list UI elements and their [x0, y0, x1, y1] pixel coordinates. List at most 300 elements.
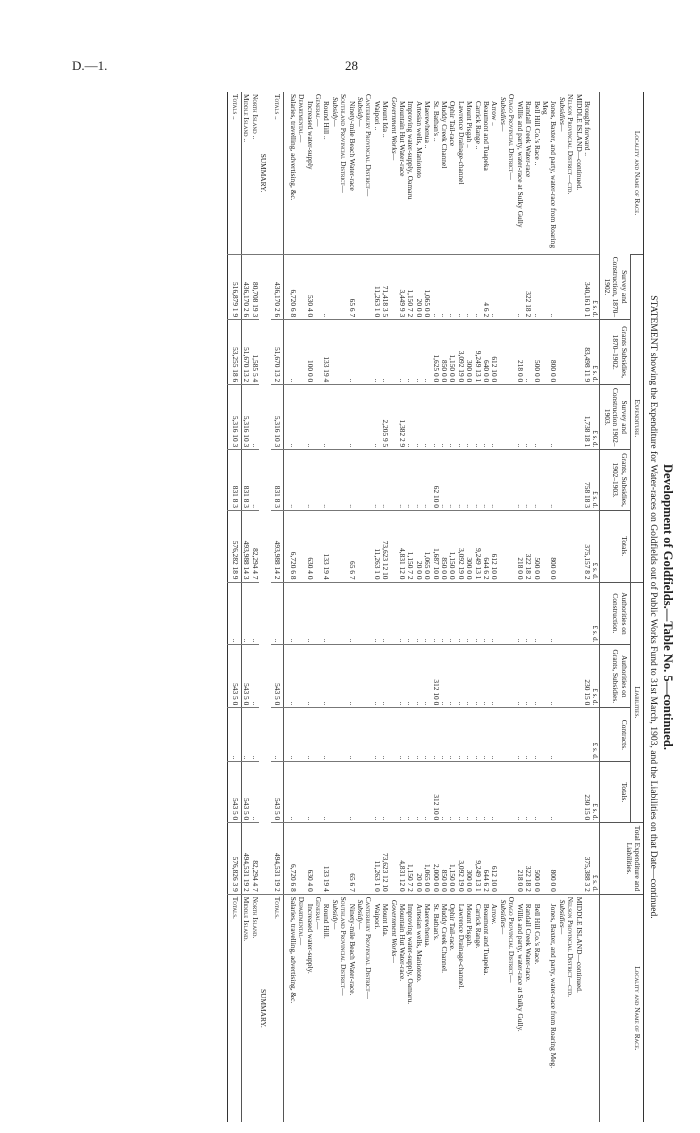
amount-cell: ..	[347, 450, 355, 511]
row-locality-right: Round Hill.	[322, 894, 330, 1122]
amount-cell	[297, 708, 305, 762]
amount-cell: ..	[490, 255, 498, 320]
unit-cell: £ s. d.	[591, 320, 600, 385]
amount-cell	[557, 708, 565, 762]
row-locality: Middle Island ..	[242, 94, 252, 143]
amount-cell: 3,092 19 0	[456, 823, 464, 895]
amount-cell: 758 18 3	[583, 450, 591, 511]
amount-cell: ..	[381, 762, 389, 823]
amount-cell: 493,988 14 3	[241, 510, 250, 582]
amount-cell	[557, 385, 565, 450]
amount-cell: 1,150 7 2	[406, 823, 414, 895]
amount-cell: ..	[372, 708, 380, 762]
units-spacer	[591, 894, 600, 1122]
amount-cell	[356, 510, 364, 582]
amount-cell: 82,294 4 7	[250, 510, 258, 582]
amount-cell	[364, 320, 372, 385]
amount-cell: 218 0 0	[515, 320, 523, 385]
amount-cell: ..	[414, 385, 422, 450]
totals-header: Totals.	[600, 510, 630, 582]
amount-cell: 71,418 3 5	[381, 255, 389, 320]
amount-cell: ..	[406, 385, 414, 450]
amount-cell: ..	[284, 450, 297, 511]
amount-cell: ..	[541, 385, 558, 450]
amount-cell: ..	[398, 708, 406, 762]
table-row	[297, 92, 305, 1122]
amount-cell: ..	[456, 645, 464, 708]
amount-cell: ..	[406, 450, 414, 511]
amount-cell	[507, 582, 515, 645]
row-locality-right: Subsidies—	[499, 894, 507, 1122]
amount-cell: 543 5 0	[228, 645, 241, 708]
amount-cell: 494,531 19 2	[271, 823, 284, 895]
amount-cell: ..	[322, 582, 330, 645]
amount-cell: 1,150 0 0	[448, 320, 456, 385]
liabilities-group-header: Liabilities.	[630, 582, 643, 823]
amount-cell	[499, 320, 507, 385]
amount-cell: 640 0 0	[482, 320, 490, 385]
row-locality-right: Artesian wells, Maniototo.	[414, 894, 422, 1122]
row-locality-right: Increased water-supply.	[305, 894, 313, 1122]
row-locality: Totals ..	[228, 92, 241, 255]
amount-cell: ..	[524, 320, 532, 385]
amount-cell: ..	[515, 708, 523, 762]
amount-cell: ..	[440, 385, 448, 450]
amount-cell	[330, 255, 338, 320]
amount-cell: 516,879 1 9	[228, 255, 241, 320]
amount-cell	[339, 823, 347, 895]
amount-cell	[583, 582, 591, 645]
amount-cell	[330, 450, 338, 511]
amount-cell: ..	[398, 450, 406, 511]
table-row	[414, 92, 422, 1122]
amount-cell	[314, 255, 322, 320]
amount-cell	[557, 645, 565, 708]
table-row	[541, 92, 558, 1122]
row-locality: Willis and party, water-race at Sulky Gully	[515, 101, 525, 228]
amount-cell: 340,161 0 1	[583, 255, 591, 320]
row-locality: Southland Provincial District—	[339, 94, 349, 193]
total-exp-liab-header: Total Expenditure and Liabilities.	[600, 823, 644, 895]
amount-cell: 2,000 0 0	[431, 823, 439, 895]
amount-cell: 4,831 12 0	[398, 510, 406, 582]
row-locality-right: Canterbury Provincial District—	[364, 894, 372, 1122]
row-locality: Salaries, travelling, advertising, &c.	[288, 94, 298, 201]
amount-cell	[314, 645, 322, 708]
amount-cell: ..	[456, 255, 464, 320]
table-row	[330, 92, 338, 1122]
amount-cell: ..	[381, 450, 389, 511]
amount-cell	[330, 320, 338, 385]
table-row	[583, 92, 591, 1122]
amount-cell: ..	[347, 385, 355, 450]
row-locality-right: Otago Provincial District—	[507, 894, 515, 1122]
amount-cell	[356, 582, 364, 645]
amount-cell	[356, 762, 364, 823]
amount-cell	[314, 320, 322, 385]
amount-cell: 612 10 0	[490, 320, 498, 385]
amount-cell: 5,316 10 3	[241, 385, 250, 450]
amount-cell: ..	[250, 708, 258, 762]
amount-cell: ..	[524, 708, 532, 762]
amount-cell: ..	[465, 762, 473, 823]
table-row	[566, 92, 574, 1122]
amount-cell: ..	[414, 320, 422, 385]
amount-cell: ..	[440, 762, 448, 823]
amount-cell: ..	[250, 385, 258, 450]
amount-cell: 65 6 7	[347, 510, 355, 582]
amount-cell	[566, 582, 574, 645]
amount-cell: 9,249 13 1	[473, 823, 481, 895]
amount-cell: ..	[440, 708, 448, 762]
row-locality-right: Jones, Baxter, and party, water-race from Roaring Meg.	[541, 894, 558, 1122]
amount-cell	[330, 708, 338, 762]
amount-cell	[507, 385, 515, 450]
amount-cell: 2,205 9 5	[381, 385, 389, 450]
amount-cell	[499, 582, 507, 645]
table-row	[499, 92, 507, 1122]
amount-cell: 6,720 6 8	[284, 823, 297, 895]
row-locality: Randall Creek Water-race	[524, 101, 534, 178]
amount-cell: 133 19 4	[322, 320, 330, 385]
amount-cell: 644 6 2	[482, 823, 490, 895]
amount-cell: 312 10 0	[431, 762, 439, 823]
row-locality: Arrow ..	[490, 101, 500, 126]
amount-cell: 11,263 1 0	[372, 823, 380, 895]
auth-grants-header: Authorities on Grants, Subsidies.	[600, 645, 630, 708]
amount-cell	[574, 510, 582, 582]
amount-cell	[507, 510, 515, 582]
table-row	[515, 92, 523, 1122]
row-locality-right: Maerewhenua.	[423, 894, 431, 1122]
amount-cell: ..	[541, 708, 558, 762]
amount-cell: ..	[250, 582, 258, 645]
amount-cell: ..	[541, 582, 558, 645]
amount-cell	[574, 385, 582, 450]
amount-cell: ..	[482, 450, 490, 511]
amount-cell	[507, 255, 515, 320]
amount-cell: 20 0 0	[414, 510, 422, 582]
amount-cell: ..	[423, 385, 431, 450]
row-locality-right: Mount Pisgah.	[465, 894, 473, 1122]
amount-cell: 1,065 0 0	[423, 510, 431, 582]
amount-cell: ..	[322, 645, 330, 708]
amount-cell	[507, 823, 515, 895]
amount-cell: ..	[532, 645, 540, 708]
amount-cell	[314, 582, 322, 645]
amount-cell	[339, 385, 347, 450]
table-row	[406, 92, 414, 1122]
amount-cell	[339, 582, 347, 645]
unit-cell: £ s. d.	[591, 708, 600, 762]
amount-cell: ..	[524, 385, 532, 450]
amount-cell	[499, 510, 507, 582]
amount-cell: 20 0 0	[414, 823, 422, 895]
amount-cell: 543 5 0	[241, 645, 250, 708]
amount-cell: ..	[482, 582, 490, 645]
amount-cell	[389, 582, 397, 645]
amount-cell	[389, 762, 397, 823]
row-locality-right: Government Works—	[389, 894, 397, 1122]
amount-cell: 800 0 0	[541, 320, 558, 385]
amount-cell	[356, 823, 364, 895]
amount-cell: ..	[482, 385, 490, 450]
row-locality: Brought forward ..	[582, 101, 592, 157]
amount-cell: ..	[284, 645, 297, 708]
amount-cell	[574, 708, 582, 762]
amount-cell: ..	[284, 708, 297, 762]
amount-cell	[364, 582, 372, 645]
table-row	[364, 92, 372, 1122]
amount-cell: 3,092 19 0	[456, 320, 464, 385]
amount-cell	[339, 450, 347, 511]
amount-cell: ..	[440, 582, 448, 645]
units-row	[591, 92, 600, 1122]
amount-cell: 1,065 0 0	[423, 255, 431, 320]
amount-cell: ..	[398, 320, 406, 385]
amount-cell: 65 6 7	[347, 255, 355, 320]
amount-cell	[297, 510, 305, 582]
amount-cell: ..	[473, 762, 481, 823]
unit-cell: £ s. d.	[591, 645, 600, 708]
amount-cell: 800 0 0	[541, 823, 558, 895]
row-locality-right: Subsidy—	[356, 894, 364, 1122]
survey-0203-header: Survey and Construction 1902–1903.	[600, 385, 630, 450]
amount-cell: ..	[322, 708, 330, 762]
row-locality: Jones, Baxter, and party, water-race from Roaring Meg	[540, 101, 559, 249]
table-row	[490, 92, 498, 1122]
amount-cell: ..	[532, 708, 540, 762]
grants-header: Grants Subsidies, 1870–1902.	[600, 320, 630, 385]
table-row	[448, 92, 456, 1122]
amount-cell	[330, 510, 338, 582]
row-locality: Subsidies—	[557, 97, 567, 132]
survey-header: Survey and Construction, 1870–1902.	[600, 255, 630, 320]
row-locality: Subsidy—	[356, 97, 365, 127]
amount-cell: 230 15 0	[583, 645, 591, 708]
amount-cell: ..	[305, 762, 313, 823]
amount-cell: 6,720 6 8	[284, 255, 297, 320]
table-row	[314, 92, 322, 1122]
amount-cell	[507, 450, 515, 511]
amount-cell: 375,388 3 2	[583, 823, 591, 895]
row-locality-right: Lawrence Drainage-channel.	[456, 894, 464, 1122]
row-locality: Ninety-mile Beach Water-race	[347, 101, 357, 191]
row-locality: Carrick Range ..	[473, 101, 483, 150]
amount-cell: 1,065 0 0	[423, 823, 431, 895]
amount-cell: ..	[532, 762, 540, 823]
amount-cell: ..	[284, 385, 297, 450]
amount-cell: ..	[271, 582, 284, 645]
amount-cell: 51,670 13 2	[241, 320, 250, 385]
amount-cell: ..	[515, 645, 523, 708]
amount-cell: 83,498 11 9	[583, 320, 591, 385]
amount-cell: ..	[431, 255, 439, 320]
amount-cell	[499, 762, 507, 823]
row-locality-right: Mountain Hut Water-race.	[398, 894, 406, 1122]
amount-cell: 543 5 0	[271, 762, 284, 823]
amount-cell: 375,157 8 2	[583, 510, 591, 582]
amount-cell: ..	[347, 762, 355, 823]
row-locality: Mount Pisgah ..	[465, 101, 475, 148]
amount-cell: ..	[414, 645, 422, 708]
amount-cell: 1,585 5 4	[250, 320, 258, 385]
amount-cell	[566, 450, 574, 511]
amount-cell: ..	[515, 385, 523, 450]
amount-cell: ..	[381, 582, 389, 645]
amount-cell: 1,150 0 0	[448, 510, 456, 582]
amount-cell: ..	[398, 582, 406, 645]
amount-cell: 576,826 3 9	[228, 823, 241, 895]
amount-cell: ..	[473, 582, 481, 645]
amount-cell: ..	[250, 762, 258, 823]
summary-title-row	[259, 92, 271, 1122]
amount-cell: 53,255 18 6	[228, 320, 241, 385]
table-row	[381, 92, 389, 1122]
amount-cell	[339, 510, 347, 582]
amount-cell: 4 6 2	[482, 255, 490, 320]
amount-cell: ..	[490, 582, 498, 645]
amount-cell	[330, 823, 338, 895]
amount-cell: ..	[473, 385, 481, 450]
amount-cell	[566, 762, 574, 823]
table-row	[322, 92, 330, 1122]
row-locality: Bell Hill Co.'s Race ..	[532, 101, 542, 166]
amount-cell	[364, 823, 372, 895]
row-locality-right: Randall Creek Water-race.	[524, 894, 532, 1122]
amount-cell: ..	[305, 708, 313, 762]
unit-cell: £ s. d.	[591, 510, 600, 582]
amount-cell: ..	[490, 762, 498, 823]
amount-cell	[364, 255, 372, 320]
amount-cell: 9,249 13 1	[473, 320, 481, 385]
amount-cell: 82,294 4 7	[250, 823, 258, 895]
row-locality: Nelson Provincial District—ctd.	[566, 94, 576, 195]
unit-cell: £ s. d.	[591, 450, 600, 511]
amount-cell: 1,382 2 9	[398, 385, 406, 450]
amount-cell	[314, 385, 322, 450]
amount-cell: ..	[515, 762, 523, 823]
amount-cell: 500 0 0	[532, 320, 540, 385]
amount-cell: ..	[423, 708, 431, 762]
amount-cell	[297, 385, 305, 450]
table-row	[347, 92, 355, 1122]
row-locality: MIDDLE ISLAND—continued.	[574, 94, 584, 191]
amount-cell: 831 8 3	[241, 450, 250, 511]
amount-cell: 80,708 19 3	[250, 255, 258, 320]
table-row	[574, 92, 582, 1122]
amount-cell: 51,670 13 2	[271, 320, 284, 385]
amount-cell: ..	[423, 645, 431, 708]
row-locality: Muddy Creek Channel	[440, 101, 450, 169]
amount-cell: ..	[456, 762, 464, 823]
amount-cell	[507, 708, 515, 762]
amount-cell: ..	[372, 645, 380, 708]
row-locality-right	[583, 894, 591, 1122]
amount-cell: 4,831 12 0	[398, 823, 406, 895]
row-locality-right: Departmental—	[297, 894, 305, 1122]
row-locality: General—	[313, 94, 323, 127]
amount-cell: ..	[541, 645, 558, 708]
amount-cell	[364, 450, 372, 511]
amount-cell	[314, 823, 322, 895]
amount-cell: 73,623 12 10	[381, 510, 389, 582]
amount-cell: 20 0 0	[414, 255, 422, 320]
amount-cell: ..	[414, 762, 422, 823]
amount-cell	[574, 762, 582, 823]
amount-cell: 100 0 0	[305, 320, 313, 385]
amount-cell: ..	[465, 450, 473, 511]
row-locality: Subsidy—	[330, 97, 340, 127]
amount-cell: ..	[515, 582, 523, 645]
table-row	[557, 92, 565, 1122]
amount-cell: ..	[482, 645, 490, 708]
amount-cell: 850 0 0	[440, 510, 448, 582]
amount-cell: ..	[524, 645, 532, 708]
liab-totals-header: Totals.	[600, 762, 630, 823]
amount-cell	[389, 510, 397, 582]
amount-cell: 1,150 7 2	[406, 255, 414, 320]
amount-cell: ..	[490, 708, 498, 762]
row-locality: Subsidies—	[498, 97, 508, 132]
table-row	[250, 92, 258, 1122]
amount-cell	[297, 255, 305, 320]
amount-cell: 322 18 2	[524, 510, 532, 582]
table-row	[440, 92, 448, 1122]
amount-cell: ..	[473, 255, 481, 320]
amount-cell: ..	[448, 450, 456, 511]
amount-cell	[297, 582, 305, 645]
table-row	[431, 92, 439, 1122]
amount-cell	[356, 450, 364, 511]
amount-cell: ..	[482, 708, 490, 762]
row-locality: Mountain Hut Water-race	[398, 101, 408, 177]
amount-cell	[557, 450, 565, 511]
table-row	[389, 92, 397, 1122]
amount-cell: ..	[406, 320, 414, 385]
unit-cell: £ s. d.	[591, 385, 600, 450]
table-row	[473, 92, 481, 1122]
amount-cell: ..	[431, 385, 439, 450]
amount-cell	[574, 255, 582, 320]
amount-cell: ..	[381, 645, 389, 708]
amount-cell: ..	[372, 450, 380, 511]
amount-cell: ..	[347, 708, 355, 762]
row-locality-right: Nelson Provincial District—ctd.	[566, 894, 574, 1122]
row-locality-right: Totals.	[271, 894, 284, 1122]
amount-cell: 831 8 3	[228, 450, 241, 511]
amount-cell	[499, 385, 507, 450]
amount-cell: 300 0 0	[465, 510, 473, 582]
amount-cell	[356, 385, 364, 450]
expenditure-group-header: Expenditure.	[630, 255, 643, 582]
amount-cell: ..	[541, 762, 558, 823]
row-locality-right: Mount Ida.	[381, 894, 389, 1122]
amount-cell	[330, 385, 338, 450]
amount-cell: ..	[423, 450, 431, 511]
amount-cell: 65 6 7	[347, 823, 355, 895]
amount-cell: ..	[515, 450, 523, 511]
amount-cell: 218 0 0	[515, 510, 523, 582]
summary-title: SUMMARY.	[258, 153, 268, 193]
amount-cell	[566, 385, 574, 450]
amount-cell: ..	[406, 708, 414, 762]
amount-cell: 1,625 0 0	[431, 320, 439, 385]
amount-cell	[566, 708, 574, 762]
amount-cell: ..	[431, 708, 439, 762]
units-spacer	[591, 92, 600, 255]
amount-cell: ..	[448, 385, 456, 450]
